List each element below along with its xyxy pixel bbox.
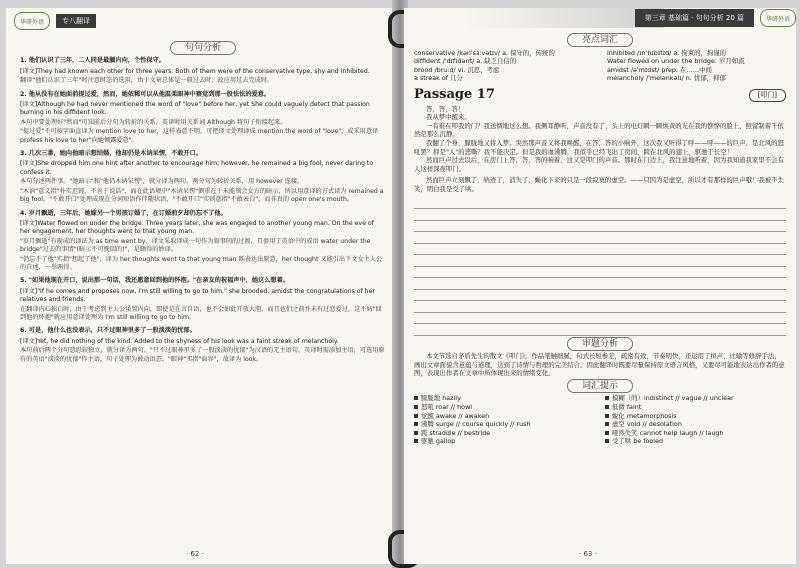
bullet-icon (414, 414, 418, 418)
right-header (635, 8, 796, 28)
hint-text: 觉醒 awake // awaken (421, 411, 490, 420)
page-number-left: · 62 · (186, 550, 204, 558)
publisher-logo: 华研外语 (760, 9, 796, 27)
bullet-icon (605, 396, 609, 400)
question: 5. "如果他现在开口，说出那一句话，我还愿意回到他的怀抱。"在亲友的祝福声中，她这么想着。 (20, 277, 289, 285)
sentence-analysis-list (20, 57, 386, 364)
note: "岁月飘逝"有现成的译法为 as time went by，译文采取译成一句作为叙事间的过渡，且套用了英语中的成语 water under the bridge"过去的事情"(暗示不可挽回的)"，是颇得的妙译。 (20, 237, 371, 254)
chapter-label: 第三章 基础篇 · 句句分析 20 篇 (635, 9, 754, 27)
bullet-icon (414, 439, 418, 443)
question: 3. 几次三番，她向他暗示想结婚，他却仍是木讷呆愣，不敢开口。 (20, 150, 203, 158)
note: 本句分述两件事。"她暗示"和"他仍木讷呆愣"，就分译为两句。两分句为转折关系，用 however 连接。 (20, 178, 304, 186)
section-title: 句句分析 (20, 44, 386, 52)
question: 1. 他们认识了三年，二人同是最腼内向，个性保守。 (20, 57, 165, 65)
vocab-item: conservative /kən'sɜ:vətɪv/ a. 保守的，传统的 (414, 48, 555, 57)
hints-title: 词汇提示 (414, 382, 786, 391)
translation: [译文]Yet, he did nothing of the kind. Added to the shyness of his look was a faint streak of melancholy. (20, 337, 339, 345)
passage-badge: [叩门] (749, 89, 786, 102)
note: 在翻译内心独白时，由于考虑到主人公虽置内向，即使是在言自语，也不会如此开放大胆，而且也们之前并未有过恋爱过，这不妨"回到他的怀抱"就应用意译处理为 I'm still willing to go to him。 (20, 305, 382, 321)
hint-text: 沸腾 surge // course quickly // rush (421, 420, 531, 429)
note: 本句前后两个分句意思较独立，就分译为两句。"只不过眼神里多了一股淡淡的忧郁"为汉语的无主语句，英译时需添加主语，可选用原有的英语"淡淡的忧郁"作主语，句子处理为被动语态。"眼神"实指"面容"，故译为 look。 (20, 347, 385, 363)
hint-item (414, 437, 595, 446)
left-header (14, 12, 96, 30)
bullet-icon (605, 422, 609, 426)
hint-item (414, 394, 595, 403)
hint-item (605, 437, 786, 446)
translation: [译文]She dropped him one hint after another to encourage him; however, he remained a big fool, never daring to confess it. (20, 160, 374, 176)
passage-text (414, 105, 786, 174)
bullet-icon (414, 396, 418, 400)
hint-text: 虚空 void // desolation (612, 420, 682, 429)
hint-text: 跨 straddle // bestride (421, 428, 491, 437)
hint-item (605, 412, 786, 421)
publisher-logo: 华研外语 (14, 12, 50, 30)
story-paragraph: 我从梦中醒来。 (426, 113, 471, 122)
question: 4. 岁月飘逝，三年后，她嫁另一个男孩订婚了，在订婚前夕却仍忘不了他。 (20, 209, 227, 217)
hint-text: 受了哄 be fooled (612, 437, 664, 446)
translation: [译文]They had known each other for three years. Both of them were of the conservative type, shy and inhibited. (20, 67, 370, 75)
hint-text: 蜕化 metamorphosis (612, 411, 677, 420)
hint-text: 朦胧地 hazily (421, 394, 461, 403)
question: 6. 可是，他什么也没表示，只不过眼神里多了一股淡淡的忧郁。 (20, 327, 196, 335)
passage-header (414, 86, 786, 102)
passage-title: Passage 17 (414, 86, 495, 102)
vocab-item: Water flowed on under the bridge. 岁月如流 (607, 57, 745, 66)
vocab-item: brood /bru:d/ vi. 沉思，考虑 (414, 65, 500, 74)
vocab-item: melancholy /'melənkəlɪ/ n. 忧郁，抑郁 (607, 74, 726, 83)
hint-item (414, 403, 595, 412)
hint-item (605, 394, 786, 403)
hints-list (414, 394, 786, 446)
story-paragraph: 然而巨声过去以后，在房门上答，答，答的响着，这又是叩门的声音。那时在门边上，我注意地听着，因为我知道我家里不会有人这样深夜叩门。 (414, 156, 784, 173)
right-content (414, 32, 786, 446)
translation: [译文]Water flowed on under the bridge. Three years later, she was engaged to another young man. On the eve of her engagement, her thoughts went to that young man. (20, 219, 374, 236)
analysis-title: 审题分析 (414, 340, 786, 349)
hint-text: 哑然失笑 cannot help laugh // laugh (612, 428, 724, 437)
story-paragraph: 一有谁在叩我的门？我送惆地这么想。我侧耳静听，声音没有了，头上的电灯瞬一瞬焕黄的光在我的憔悴的脸上，照留制着千依然是那么沉静。 (414, 121, 784, 139)
bullet-icon (605, 439, 609, 443)
note: "仍忘不了他"实指"想起了他"，译为 her thoughts went to that young man 既表达出原意，her thought 又能引出下文女主人公的自述，一举两得。 (20, 255, 383, 271)
right-page (404, 8, 796, 564)
vocab-item: amidst /ə'mɪdst/ prep. 在……中间 (607, 65, 712, 74)
bullet-icon (414, 422, 418, 426)
translation: [译文]Although he had never mentioned the word of "love" before her, yet She could vaguely detect that passion burning in his diffident look. (20, 101, 370, 117)
note: 翻译"他们认识了三年"时注意时态的选用，由于文章总体是一般过去时，故应用过去完成时。 (20, 77, 274, 85)
hint-text: 模糊（的）indistinct // vague // unclear (612, 394, 734, 403)
note: "提过爱"不可按字面直译为 mention love to her，这样表意不明，可把译文处理译成 mention the word of "love"，或采用意译 profess his love to her"向她倾露爱意"。 (20, 128, 379, 144)
vocab-title: 亮点词汇 (414, 36, 786, 45)
hint-item (605, 420, 786, 429)
bullet-icon (414, 405, 418, 409)
story-paragraph: 答，答，答！ (426, 104, 465, 113)
page-number-right: · 63 · (579, 550, 597, 558)
writing-lines (414, 198, 786, 336)
bullet-icon (605, 414, 609, 418)
hint-item (605, 403, 786, 412)
vocab-list (414, 49, 786, 83)
vocab-item: inhibited /ɪn'hɪbɪtɪd/ a. 拘束的，拘谨的 (607, 48, 727, 57)
question: 2. 他从没有在她面前提过爱，然而，她依稀可以从他温柔眼神中察觉到那一股怯怯的爱意。 (20, 90, 271, 98)
bullet-icon (414, 431, 418, 435)
left-content (20, 40, 386, 364)
vocab-item: diffident /'dɪfɪdənt/ a. 缺乏自信的 (414, 57, 517, 66)
bullet-icon (605, 405, 609, 409)
story-paragraph: 我翻了个身，朦胧地又将入梦。突然那声音又将我唤醒，在答，答的小响外，这次我又听得了呼——呼——的巨声，是北风的怒吼罢？抑是"人"的悲嘶？我不能决定。但是我的血沸腾，我似乎已经飞出了房间，跨在北风的翅上，驱驰于长空！ (414, 138, 784, 156)
hint-text: 低微 faint (612, 403, 642, 412)
note: "木讷"意义指"朴实迟钝，不善于说话"，而在此语境中"木讷呆愣"侧重在于未能领会女方的暗示，所以用意译的方式译为 remained a big fool。"不敢开口"处理成现在分词短语作伴随状语，"不敢开口"实则意指"不敢表白"，而非真的 open one's mouth。 (20, 187, 384, 204)
bullet-icon (605, 431, 609, 435)
hint-text: 驱驰 gallop (421, 437, 456, 446)
vocab-item: a streak of 几分 (414, 74, 463, 83)
hint-item (414, 412, 595, 421)
analysis-text: 本文节选自茅盾先生的散文《叩门》，作品笔触细腻，句式长短参差，疏密有致，节奏明快，还运用了拟声、比喻等修辞手法，画出文章面貌含意蕴与道理，达到了诗情与哲理的完美结合。因此翻译时既要尽量保持原文语言风格，又要尽可能地表达出作者的意图，表现出作者在文章中所体现出来的情绪变化。 (414, 352, 785, 378)
note: 本句中要处理好"然而"可知前后分句为转折的关系，英译时用关系词 Although 将句子衔接起来。 (20, 118, 287, 126)
series-tag: 专八翻译 (56, 14, 96, 28)
passage-ending: 然而巨声立刻飘了，轨迹了，消失了，蝇化下来的只是一段寂寞的虚空。——只因为是虚空，所以才有那样的巨声哦！我被不失笑，明白我是受了哄。 (414, 176, 784, 193)
left-page (6, 8, 396, 564)
translation: [译文]"If he comes and proposes now, I'm still willing to go to him," she brooded, amidst the congratulations of her relatives and friends. (20, 287, 375, 304)
hint-text: 怒吼 roar // howl (421, 403, 473, 412)
hint-item (414, 420, 595, 429)
